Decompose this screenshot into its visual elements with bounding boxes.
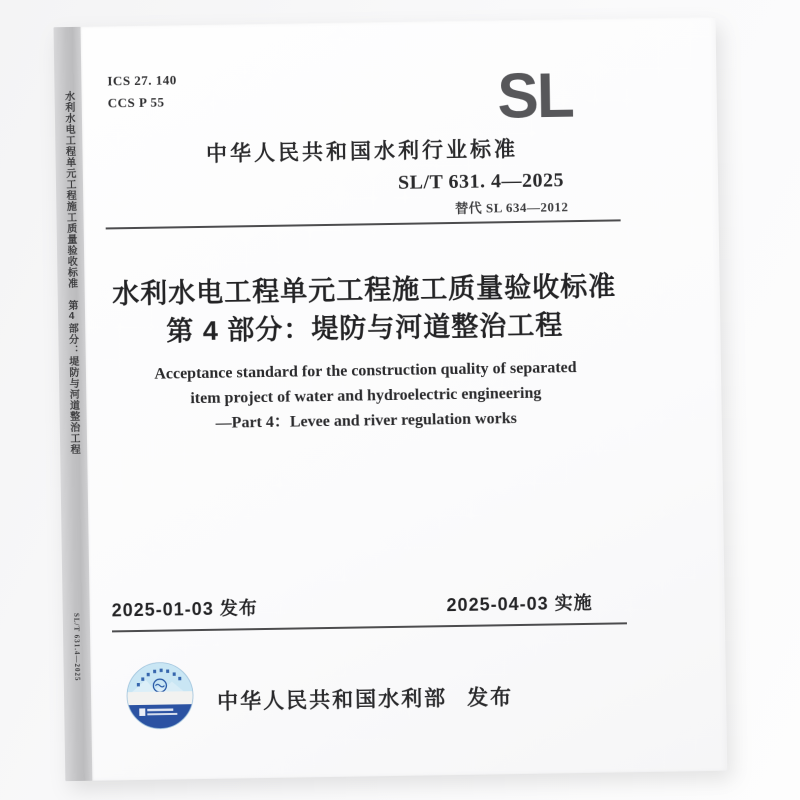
dates-row [111, 588, 626, 622]
standard-number: SL/T 631. 4—2025 [397, 169, 565, 194]
press-logo-icon [126, 661, 195, 730]
footer-rule [112, 622, 627, 632]
spine-title: 水利水电工程单元工程施工质量验收标准 第4部分：堤防与河道整治工程 [62, 90, 80, 456]
standard-book [54, 17, 728, 781]
ccs-code: CCS P 55 [107, 94, 165, 111]
classification-codes [107, 69, 177, 114]
title-en-line-3: —Part 4：Levee and river regulation works [215, 409, 517, 432]
title-line-2: 第 4 部分：堤防与河道整治工程 [166, 310, 564, 347]
publish-label: 发布 [466, 686, 514, 710]
title-english [108, 355, 624, 437]
replaces-note: 替代 SL 634—2012 [455, 199, 569, 216]
ics-code: ICS 27. 140 [107, 72, 177, 89]
spine-standard-number: SL/T 631.4—2025 [72, 612, 82, 682]
standard-category: 中华人民共和国水利行业标准 [205, 137, 519, 166]
title-en-line-2: item project of water and hydroelectric engineering [190, 384, 542, 407]
issue-date: 2025-01-03 发布 [111, 598, 258, 621]
book-front-cover [81, 17, 728, 781]
title-en-line-1: Acceptance standard for the construction quality of separated [154, 359, 577, 383]
publisher-line [217, 681, 513, 716]
implement-date: 2025-04-03 实施 [446, 592, 593, 616]
cover-content [103, 18, 630, 780]
title-chinese [106, 268, 622, 352]
publisher-name: 中华人民共和国水利部 [216, 687, 448, 714]
sl-logo: SL [496, 60, 574, 132]
header-rule [106, 219, 621, 229]
publisher-row [112, 646, 628, 746]
title-line-1: 水利水电工程单元工程施工质量验收标准 [111, 271, 617, 310]
